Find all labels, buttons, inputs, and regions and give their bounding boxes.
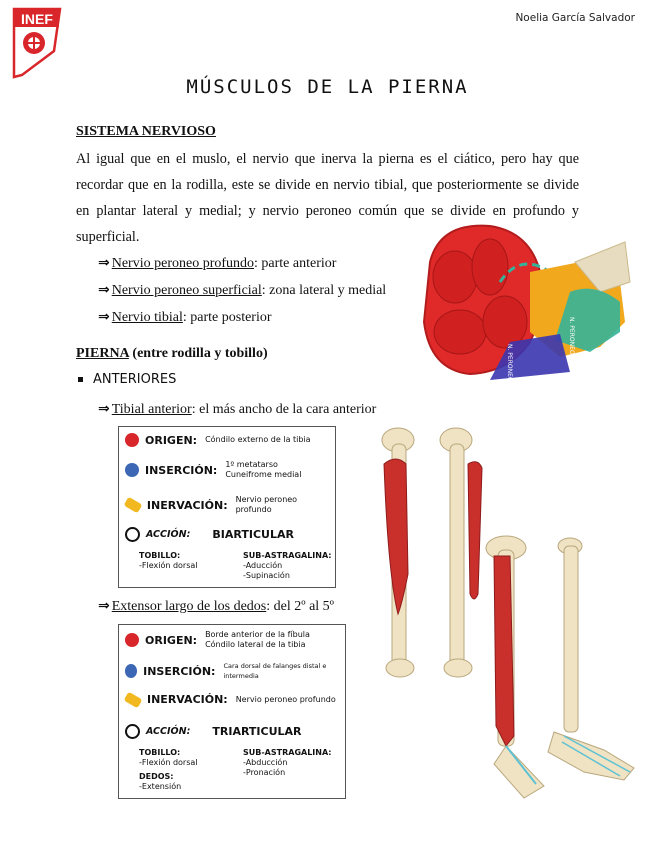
author-name: Noelia García Salvador (515, 12, 635, 24)
nerve-icon (124, 497, 143, 514)
page-title: MÚSCULOS DE LA PIERNA (186, 76, 469, 98)
card-insertion-row: INSERCIÓN: 1º metatarso Cuneifrome medial (125, 460, 301, 480)
nervous-paragraph: Al igual que en el muslo, el nervio que inerva la pierna es el ciático, pero hay que recordar que en la rodilla, este se divide en nervio tibial, que posteriormente se divide en plantar lateral y medial; y nervio peroneo común que se divide en profundo y superficial. (76, 151, 579, 245)
arrow-icon: ⇒ (98, 282, 110, 298)
insertion-icon (125, 463, 139, 477)
card-action-row: ACCIÓN: BIARTICULAR (125, 527, 294, 542)
bullet-tibial: ⇒ Nervio tibial: parte posterior (98, 309, 272, 325)
section-heading-leg: PIERNA (entre rodilla y tobillo) (76, 346, 268, 361)
action-icon (125, 527, 140, 542)
card-origin-row: ORIGEN: Cóndilo externo de la tibia (125, 433, 311, 447)
arrow-icon: ⇒ (98, 255, 110, 271)
muscle-card-tibial-anterior (118, 426, 336, 588)
group-anteriores: ANTERIORES (78, 372, 176, 387)
origin-icon (125, 433, 139, 447)
logo-text: INEF (21, 11, 53, 27)
muscle-extensor-digitorum-longus: ⇒ Extensor largo de los dedos: del 2º al 5º (98, 598, 335, 614)
inef-logo (12, 7, 62, 77)
bullet-deep-peroneal: ⇒ Nervio peroneo profundo: parte anterior (98, 255, 337, 271)
action-icon (125, 724, 140, 739)
svg-text:N. PERONEO SUPERFICIAL: N. PERONEO SUPERFICIAL (506, 344, 513, 422)
square-bullet-icon (78, 377, 83, 382)
muscle-tibial-anterior: ⇒ Tibial anterior: el más ancho de la cara anterior (98, 401, 377, 417)
card-subtalar-actions: SUB-ASTRAGALINA: -Aducción -Supinación (243, 551, 332, 580)
arrow-icon: ⇒ (98, 401, 110, 417)
insertion-icon (125, 664, 137, 678)
arrow-icon: ⇒ (98, 309, 110, 325)
card-insertion-row: INSERCIÓN: Cara dorsal de falanges distal e intermedia (125, 661, 345, 681)
arrow-icon: ⇒ (98, 598, 110, 614)
card-innervation-row: INERVACIÓN: Nervio peroneo profundo (125, 693, 336, 706)
origin-icon (125, 633, 139, 647)
card-origin-row: ORIGEN: Borde anterior de la fíbula Cóndilo lateral de la tibia (125, 630, 310, 650)
card-innervation-row: INERVACIÓN: Nervio peroneo profundo (125, 495, 335, 515)
card-ankle-actions: TOBILLO: -Flexión dorsal (139, 551, 198, 570)
nerve-icon (124, 691, 143, 708)
card-ankle-actions: TOBILLO: -Flexión dorsal DEDOS: -Extensión (139, 748, 198, 791)
muscle-card-extensor-digitorum (118, 624, 346, 799)
leg-cross-section-figure (420, 222, 630, 422)
svg-text:N. PERONEO PROFUNDO: N. PERONEO PROFUNDO (568, 317, 575, 391)
extensor-digitorum-figure (484, 536, 636, 808)
card-action-row: ACCIÓN: TRIARTICULAR (125, 724, 302, 739)
section-heading-nervous: SISTEMA NERVIOSO (76, 124, 216, 139)
card-subtalar-actions: SUB-ASTRAGALINA: -Abducción -Pronación (243, 748, 332, 777)
tibialis-anterior-figure (378, 424, 490, 682)
bullet-superficial-peroneal: ⇒ Nervio peroneo superficial: zona lateral y medial (98, 282, 387, 298)
